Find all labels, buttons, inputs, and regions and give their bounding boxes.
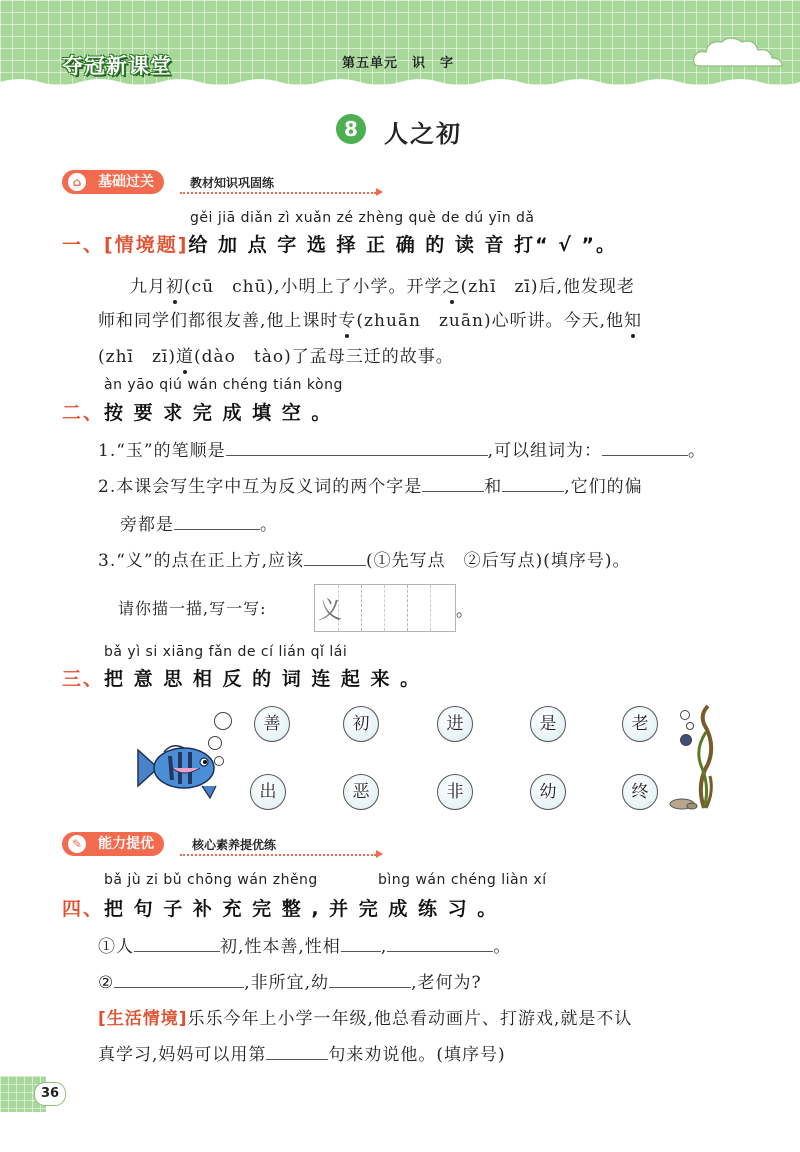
q1-number: 一、	[62, 234, 105, 256]
answer-blank[interactable]	[502, 473, 564, 492]
section-tag-basic	[62, 170, 164, 194]
q1-pinyin: gěi jiā diǎn zì xuǎn zé zhèng què de dú yīn dǎ	[190, 210, 535, 226]
q1-paragraph-line3	[98, 342, 454, 367]
text: (cū chū),小明上了小学。开学	[184, 277, 443, 297]
arrow-icon	[376, 188, 383, 196]
q2-item2-cont	[120, 510, 278, 535]
text: 乐乐今年上小学一年级,他总看动画片、打游戏,就是不认	[187, 1009, 633, 1029]
q4-scene-line1	[98, 1004, 632, 1029]
section-tag-advanced	[62, 832, 164, 856]
q3-text: 把 意 思 相 反 的 词 连 起 来 。	[104, 668, 422, 690]
dotted-char: 道	[176, 347, 195, 367]
q4-tag: [生活情境]	[98, 1009, 188, 1029]
q4-pinyin-2: bìng wán chéng liàn xí	[378, 872, 547, 888]
text: 真学习,妈妈可以用第	[98, 1045, 267, 1065]
text: ,	[380, 937, 388, 957]
q4-heading	[62, 894, 498, 921]
word-bubble-bottom[interactable]: 终	[622, 774, 658, 810]
q4-line1	[98, 932, 511, 957]
text: 旁都是	[120, 515, 174, 535]
brand-logo: 夺冠新课堂	[62, 54, 172, 78]
text: 。	[493, 937, 512, 957]
text: (zhī zī)	[98, 347, 177, 367]
answer-blank[interactable]	[226, 437, 488, 456]
text: ②	[98, 973, 115, 993]
section-subtitle: 教材知识巩固练	[190, 176, 275, 190]
answer-blank[interactable]	[602, 437, 688, 456]
word-bubble-top[interactable]: 善	[254, 706, 290, 742]
text: (zhī zī)后,他发现老	[460, 277, 635, 297]
answer-blank[interactable]	[114, 969, 244, 988]
trace-character: 义	[318, 596, 342, 624]
answer-blank[interactable]	[329, 969, 411, 988]
dotted-char: 初	[166, 277, 184, 297]
section-tag-label: 基础过关	[98, 174, 154, 190]
text: 。	[260, 515, 278, 535]
section-tag-label: 能力提优	[98, 836, 154, 852]
answer-blank[interactable]	[422, 473, 484, 492]
text: 1.“玉”的笔顺是	[98, 441, 226, 461]
q4-number: 四、	[62, 898, 105, 920]
q3-heading	[62, 664, 421, 691]
text: 师和同学们都很友善,他上课时	[98, 311, 339, 331]
answer-blank[interactable]	[304, 547, 366, 566]
answer-blank[interactable]	[341, 933, 381, 952]
q4-pinyin-1: bǎ jù zi bǔ chōng wán zhěng	[104, 872, 318, 888]
text: 九月	[130, 277, 166, 297]
grid-guide-line	[430, 585, 431, 631]
q2-text: 按 要 求 完 成 填 空 。	[104, 402, 333, 424]
text: ,非所宜,幼	[244, 973, 330, 993]
q1-tag: [情境题]	[104, 234, 189, 256]
text: (zhuān zuān)心听讲。今天,他	[356, 311, 625, 331]
text: 和	[484, 477, 503, 497]
text: ,老何为?	[411, 973, 482, 993]
answer-blank[interactable]	[266, 1041, 328, 1060]
text: (①先写点 ②后写点)(填序号)。	[366, 551, 631, 571]
q3-number: 三、	[62, 668, 105, 690]
q1-heading	[62, 230, 617, 257]
word-bubble-top[interactable]: 初	[343, 706, 379, 742]
text: 2.本课会写生字中互为反义词的两个字是	[98, 477, 423, 497]
dotted-char: 之	[442, 277, 461, 297]
grid-guide-line	[384, 585, 385, 631]
q2-item1	[98, 436, 706, 461]
house-icon: ⌂	[68, 173, 86, 191]
q4-line2	[98, 968, 482, 993]
text: ,可以组词为：	[487, 441, 603, 461]
text: ,它们的偏	[564, 477, 643, 497]
q4-text: 把 句 子 补 充 完 整 , 并 完 成 练 习 。	[104, 898, 499, 920]
q4-scene-line2	[98, 1040, 506, 1065]
text: 初,性本善,性相	[220, 937, 341, 957]
q1-paragraph-line1	[130, 272, 635, 297]
q1-text: 给 加 点 字 选 择 正 确 的 读 音 打“ √ ”。	[188, 234, 618, 256]
lesson-title: 人之初	[384, 120, 462, 148]
text: 3.“义”的点在正上方,应该	[98, 551, 305, 571]
arrow-icon	[376, 850, 383, 858]
seaweed-icon	[664, 704, 724, 810]
trace-end: 。	[456, 601, 474, 621]
text: 。	[688, 441, 707, 461]
section-divider	[180, 192, 376, 194]
section-divider	[180, 854, 376, 856]
q1-paragraph-line2	[98, 306, 642, 331]
cloud-icon	[690, 34, 790, 74]
text: (dào tào)了孟母三迁的故事。	[194, 347, 454, 367]
trace-label: 请你描一描,写一写:	[118, 599, 267, 618]
text: 句来劝说他。(填序号)	[328, 1045, 506, 1065]
bubble-decoration	[214, 712, 232, 730]
word-bubble-bottom[interactable]: 非	[437, 774, 473, 810]
answer-blank[interactable]	[174, 511, 260, 530]
text: ①人	[98, 937, 134, 957]
dotted-char: 专	[338, 311, 357, 331]
lesson-number-badge: 8	[336, 114, 366, 144]
word-bubble-bottom[interactable]: 幼	[530, 774, 566, 810]
word-bubble-bottom[interactable]: 出	[250, 774, 286, 810]
q2-pinyin: àn yāo qiú wán chéng tián kòng	[104, 377, 343, 393]
fish-icon	[132, 738, 228, 800]
q2-item3	[98, 546, 631, 571]
word-bubble-top[interactable]: 老	[622, 706, 658, 742]
answer-blank[interactable]	[134, 933, 220, 952]
q2-heading	[62, 398, 332, 425]
unit-title: 第五单元 识 字	[342, 56, 455, 71]
page-number: 36	[34, 1082, 66, 1106]
answer-blank[interactable]	[387, 933, 493, 952]
dotted-char: 知	[624, 311, 643, 331]
word-bubble-bottom[interactable]: 恶	[343, 774, 379, 810]
word-bubble-top[interactable]: 进	[437, 706, 473, 742]
q2-number: 二、	[62, 402, 105, 424]
q3-pinyin: bǎ yì si xiāng fǎn de cí lián qǐ lái	[104, 644, 348, 660]
word-bubble-top[interactable]: 是	[530, 706, 566, 742]
section-subtitle: 核心素养提优练	[192, 838, 277, 852]
pencil-icon: ✎	[68, 835, 86, 853]
q2-item2	[98, 472, 643, 497]
